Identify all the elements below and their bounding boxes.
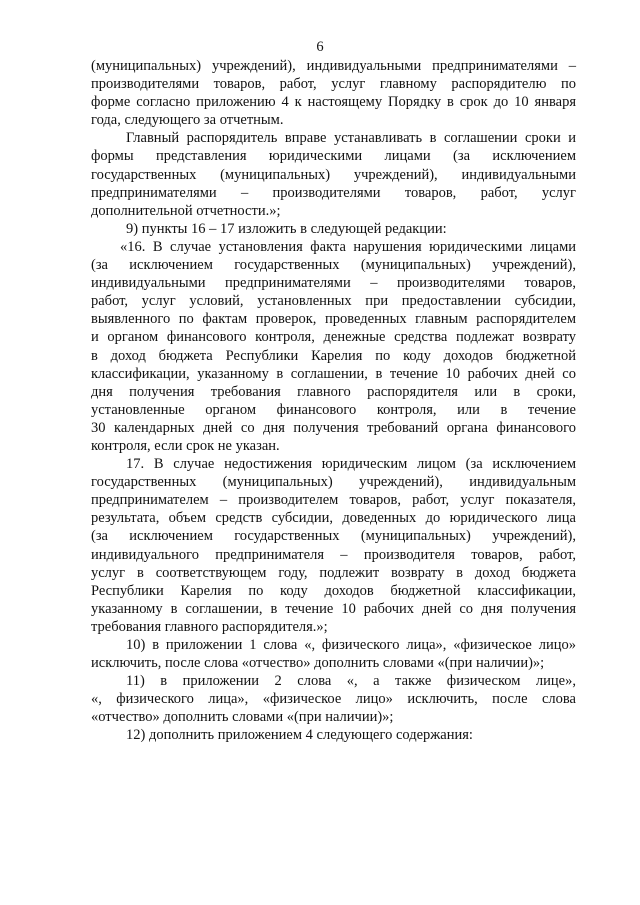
page-number: 6 [316,39,324,55]
text-line: 30 календарных дней со дня получения требований органа финансового [91,419,576,436]
paragraph [91,726,576,744]
paragraph [91,672,576,726]
paragraph [91,455,576,636]
text-line: контроля, если срок не указан. [91,437,280,454]
text-line: (за исключением государственных (муниципальных) учреждений), [91,257,576,274]
document-body [91,57,576,745]
text-line: государственных (муниципальных) учреждений), индивидуальными [91,166,576,183]
text-line: предпринимателями – производителями товаров, работ, услуг [91,184,576,201]
text-line: выявленного по фактам проверок, проведенных главным распорядителем [91,311,576,328]
text-line: 10) в приложении 1 слова «, физического лица», «физическое лицо» [126,637,576,653]
text-line: установленные органом финансового контроля, или в течение [91,401,576,418]
text-line: «16. В случае установления факта нарушения юридическими лицами [120,238,576,255]
text-line: 12) дополнить приложением 4 следующего содержания: [126,727,473,744]
text-line: индивидуальными предпринимателями – производителями товаров, [91,275,576,292]
text-line: результата, объем средств субсидии, доведенных до юридического лица [91,510,576,527]
text-line: дня получения требования главного распорядителя или в сроки, [91,383,576,400]
text-line: (муниципальных) учреждений), индивидуальными предпринимателями – [91,58,576,74]
text-line: работ, услуг условий, установленных при предоставлении субсидии, [91,293,576,310]
text-line: Главный распорядитель вправе устанавливать в соглашении сроки и [126,130,576,147]
paragraph [91,238,576,455]
text-line: в доход бюджета Республики Карелия по коду доходов бюджетной [91,347,576,364]
paragraph [91,57,576,129]
text-line: производителями товаров, работ, услуг главному распорядителю по [91,76,576,93]
text-line: «, физического лица», «физическое лицо» исключить, после слова [91,691,576,708]
text-line: и органом финансового контроля, денежные средства подлежат возврату [91,329,576,346]
text-line: Республики Карелия по коду доходов бюджетной классификации, [91,582,576,599]
text-line: 9) пункты 16 – 17 изложить в следующей редакции: [126,220,447,237]
text-line: 11) в приложении 2 слова «, а также физическом лице», [126,673,576,690]
text-line: формы представления юридическими лицами (за исключением [91,148,576,165]
text-line: услуг в соответствующем году, подлежит возврату в доход бюджета [91,564,576,581]
text-line: 17. В случае недостижения юридическим лицом (за исключением [126,456,576,473]
paragraph [91,220,576,238]
text-line: «отчество» дополнить словами «(при наличии)»; [91,709,394,726]
text-line: года, следующего за отчетным. [91,112,284,129]
paragraph [91,129,576,219]
text-line: государственных (муниципальных) учреждений), индивидуальным [91,474,576,491]
paragraph [91,636,576,672]
text-line: указанному в соглашении, в течение 10 рабочих дней со дня получения [91,600,576,617]
text-line: дополнительной отчетности.»; [91,202,281,219]
text-line: (за исключением государственных (муниципальных) учреждений), [91,528,576,545]
text-line: требования главного распорядителя.»; [91,618,328,635]
text-line: индивидуального предпринимателя – производителя товаров, работ, [91,546,576,563]
text-line: предпринимателем – производителем товаров, работ, услуг показателя, [91,492,576,509]
text-line: исключить, после слова «отчество» дополнить словами «(при наличии)»; [91,655,545,672]
text-line: классификации, указанному в соглашении, в течение 10 рабочих дней со [91,365,576,382]
text-line: форме согласно приложению 4 к настоящему Порядку в срок до 10 января [91,94,576,111]
